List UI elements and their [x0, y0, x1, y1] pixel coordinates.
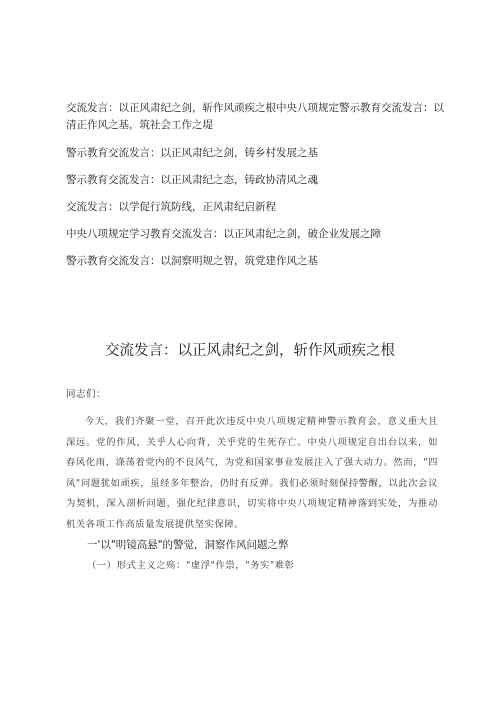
- salutation: 同志们：: [66, 389, 107, 400]
- toc-item: 中央八项规定学习教育交流发言：以正风肃纪之剑，破企业发展之障: [66, 228, 381, 240]
- body-paragraph: 今天，我们齐聚一堂，召开此次违反中央八项规定精神警示教育会，意义重大且深远。党的作风，关乎人心向背，关乎党的生死存亡。中央八项规定自出台以来，如春风化雨，涤荡着党内的不良风气，为党和国家事业发展注入了强大动力。然而，"四风"问题犹如顽疾，虽经多年整治，仍时有反弹。我们必须时刻保持警醒，以此次会议为契机，深入剖析问题，强化纪律意识，切实将中央八项规定精神落到实处，为推动机关各项工作高质量发展提供坚实保障。: [66, 416, 438, 530]
- table-of-contents: [66, 100, 450, 280]
- toc-item: 交流发言：以学促行筑防线，正风肃纪启新程: [66, 201, 276, 213]
- article-body: [66, 388, 438, 575]
- toc-item: 交流发言：以正风肃纪之剑，斩作风顽疾之根中央八项规定警示教育交流发言：以清正作风之基，筑社会工作之堤: [66, 102, 444, 131]
- subsection-heading: （一）形式主义之殇："虚浮"作祟，"务实"难彰: [87, 560, 295, 571]
- section-heading: 一'以"明镜高悬"的警觉，洞察作风问题之弊: [87, 539, 289, 551]
- toc-item: 警示教育交流发言：以正风肃纪之态，铸政协清风之魂: [66, 174, 318, 186]
- toc-item: 警示教育交流发言：以正风肃纪之剑，铸乡村发展之基: [66, 147, 318, 159]
- toc-item: 警示教育交流发言：以洞察明规之智，筑党建作风之基: [66, 255, 318, 267]
- article-title: 交流发言：以正风肃纪之剑，斩作风顽疾之根: [105, 343, 395, 359]
